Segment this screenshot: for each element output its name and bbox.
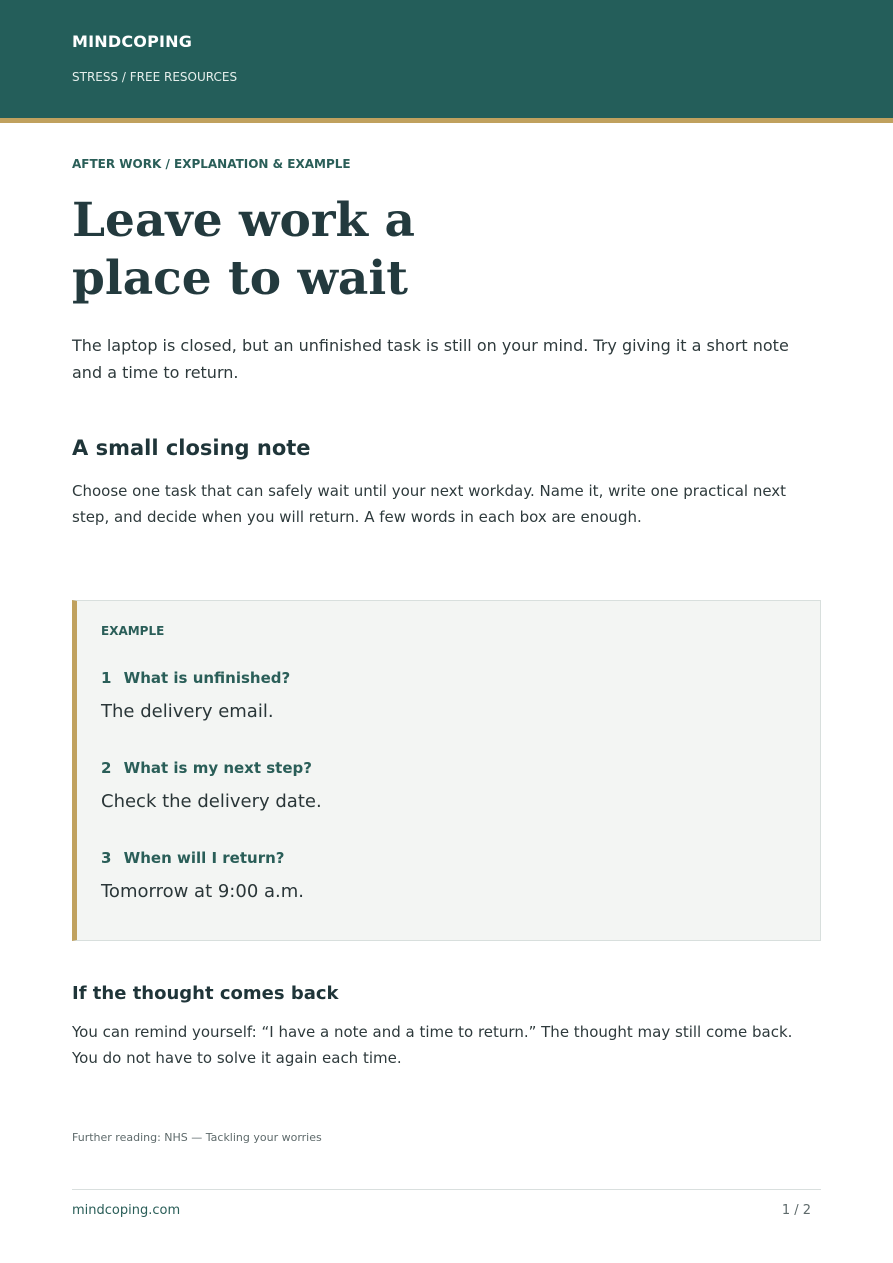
lead-paragraph: The laptop is closed, but an unfinished task is still on your mind. Try giving it a short note and a time to return. — [72, 336, 789, 382]
title-line-1: Leave work a — [72, 193, 415, 248]
question-number: 2 — [101, 759, 112, 777]
question-text: When will I return? — [123, 849, 285, 867]
example-question-2 — [101, 759, 312, 777]
example-question-1 — [101, 669, 290, 687]
question-number: 1 — [101, 669, 112, 687]
brand-logo[interactable]: MINDCOPING — [72, 32, 193, 51]
title-line-2: place to wait — [72, 251, 408, 306]
question-number: 3 — [101, 849, 112, 867]
further-reading-link[interactable]: Further reading: NHS — Tackling your worries — [72, 1131, 322, 1144]
example-answer-3: Tomorrow at 9:00 a.m. — [101, 881, 305, 902]
page-title — [72, 192, 572, 308]
header-divider — [0, 118, 893, 123]
example-answer-2: Check the delivery date. — [101, 791, 322, 812]
page-number: 1 / 2 — [781, 1203, 811, 1218]
question-text: What is unfinished? — [123, 669, 291, 687]
site-header — [0, 0, 893, 118]
question-text: What is my next step? — [123, 759, 312, 777]
example-question-3 — [101, 849, 284, 867]
section-body-thought-returns: You can remind yourself: “I have a note and a time to return.” The thought may still come back. You do not have to solve it again each time. — [72, 1023, 793, 1067]
footer-site-link[interactable]: mindcoping.com — [72, 1203, 181, 1218]
footer-divider — [72, 1189, 821, 1190]
breadcrumb[interactable]: STRESS / FREE RESOURCES — [72, 70, 238, 84]
example-label: EXAMPLE — [101, 624, 165, 638]
article-kicker: AFTER WORK / EXPLANATION & EXAMPLE — [72, 157, 351, 171]
example-answer-1: The delivery email. — [101, 701, 274, 722]
section-heading-thought-returns: If the thought comes back — [72, 983, 339, 1004]
example-box — [72, 600, 821, 941]
section-heading-closing-note: A small closing note — [72, 436, 311, 460]
section-body-closing-note: Choose one task that can safely wait until your next workday. Name it, write one practical next step, and decide when you will return. A few words in each box are enough. — [72, 482, 787, 526]
